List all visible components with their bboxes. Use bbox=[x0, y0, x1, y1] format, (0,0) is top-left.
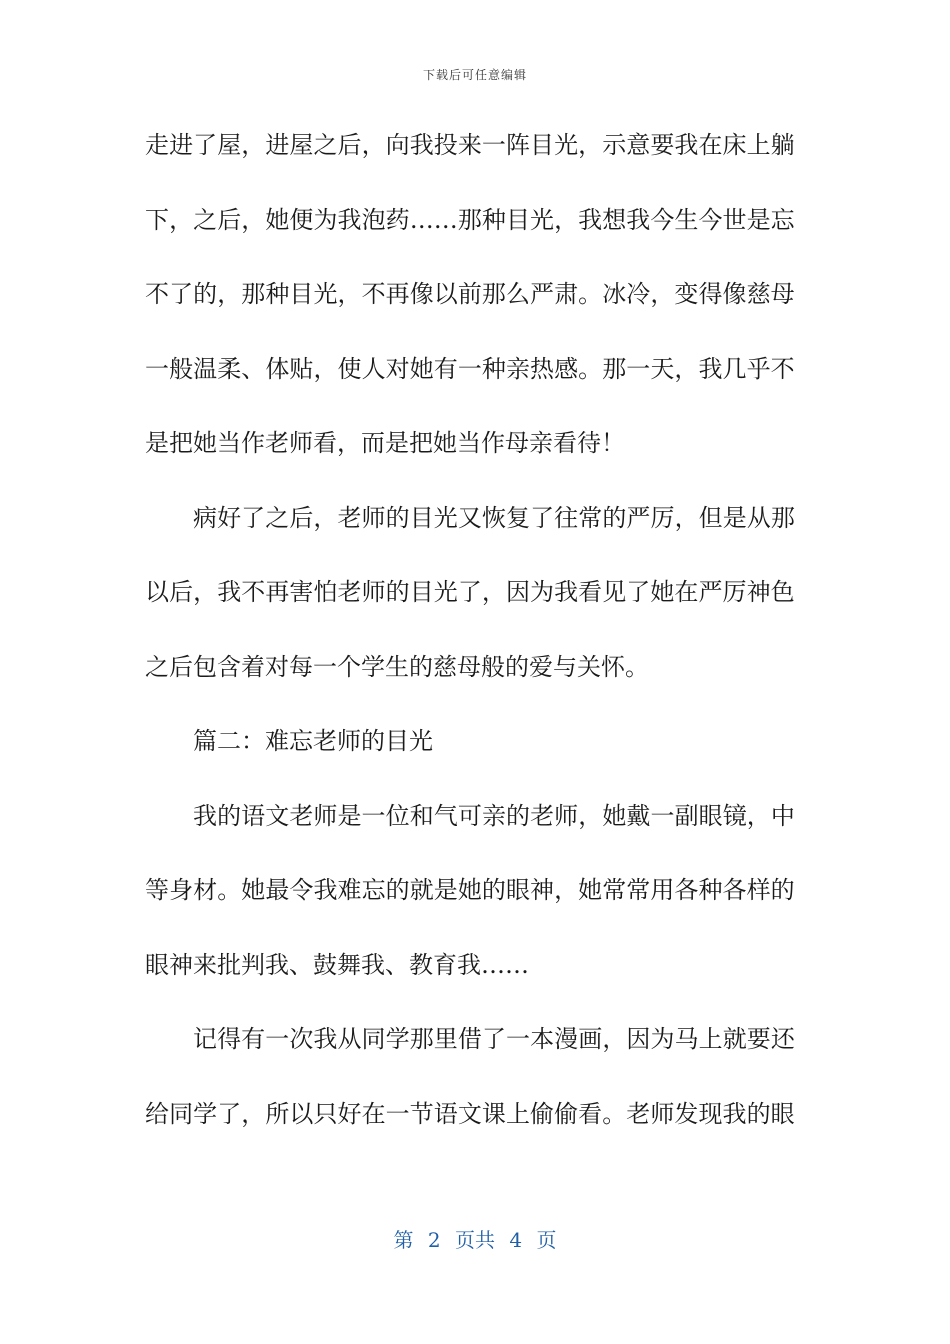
page-footer bbox=[0, 1224, 950, 1253]
text-line: 走 进 了 屋 ， 进 屋 之 后 ， 向 我 投 来 一 阵 目 光 ， 示 意 要 我 在 床 上 躺 bbox=[145, 131, 795, 159]
document-body bbox=[145, 120, 795, 1163]
footer-page-number: 2 bbox=[427, 1228, 441, 1252]
text-line: 记 得 有 一 次 我 从 同 学 那 里 借 了 一 本 漫 画 ， 因 为 马 上 就 要 还 bbox=[193, 1025, 795, 1053]
text-line: 是把她当作老师看，而是把她当作母亲看待！ bbox=[145, 429, 625, 457]
text-line: 篇二：难忘老师的目光 bbox=[193, 727, 433, 755]
footer-total-pages: 4 bbox=[509, 1228, 523, 1252]
text-line: 病 好 了 之 后 ， 老 师 的 目 光 又 恢 复 了 往 常 的 严 厉 ， 但 是 从 那 bbox=[193, 503, 795, 532]
text-line: 之后包含着对每一个学生的慈母般的爱与关怀。 bbox=[145, 652, 649, 681]
text-line: 不 了 的 ， 那 种 目 光 ， 不 再 像 以 前 那 么 严 肃 。 冰 冷 ， 变 得 像 慈 母 bbox=[145, 280, 795, 308]
text-line: 一 般 温 柔 、 体 贴 ， 使 人 对 她 有 一 种 亲 热 感 。 那 一 天 ， 我 几 乎 不 bbox=[145, 354, 795, 383]
text-line: 给 同 学 了 ， 所 以 只 好 在 一 节 语 文 课 上 偷 偷 看 。 老 师 发 现 我 的 眼 bbox=[145, 1099, 795, 1128]
page-header: 下载后可任意编辑 bbox=[422, 68, 527, 82]
text-line: 以 后 ， 我 不 再 害 怕 老 师 的 目 光 了 ， 因 为 我 看 见 了 她 在 严 厉 神 色 bbox=[145, 578, 795, 606]
text-line: 下 ， 之 后 ， 她 便 为 我 泡 药 … … 那 种 目 光 ， 我 想 我 今 生 今 世 是 忘 bbox=[145, 205, 795, 234]
text-line: 等 身 材 。 她 最 令 我 难 忘 的 就 是 她 的 眼 神 ， 她 常 常 用 各 种 各 样 的 bbox=[145, 876, 795, 904]
footer-suffix: 页 bbox=[536, 1228, 557, 1252]
footer-middle: 页共 bbox=[455, 1228, 495, 1252]
text-line: 我 的 语 文 老 师 是 一 位 和 气 可 亲 的 老 师 ， 她 戴 一 副 眼 镜 ， 中 bbox=[193, 801, 795, 830]
footer-prefix: 第 bbox=[393, 1228, 414, 1252]
text-line: 眼神来批判我、鼓舞我、教育我…… bbox=[145, 950, 529, 979]
